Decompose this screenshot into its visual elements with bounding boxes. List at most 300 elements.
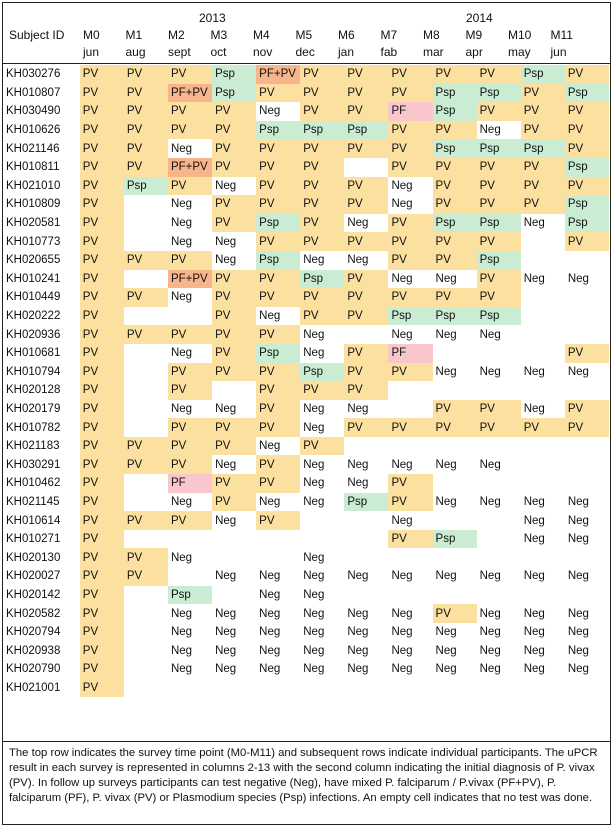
table-row <box>3 437 609 456</box>
result-cell: Neg <box>170 198 193 211</box>
result-cell: Psp <box>433 139 477 158</box>
result-cell <box>388 400 432 419</box>
result-cell: Neg <box>479 626 501 639</box>
month-code-m1: M1 <box>125 28 143 42</box>
result-cell: PV <box>256 474 300 493</box>
result-cell: PV <box>80 270 124 289</box>
result-cell <box>565 548 609 567</box>
result-cell <box>300 530 344 549</box>
result-cell <box>124 418 168 437</box>
result-cell: Neg <box>391 179 413 192</box>
result-cell <box>521 437 565 456</box>
result-cell <box>521 679 565 698</box>
result-cell <box>565 307 609 326</box>
result-cell: Psp <box>565 158 609 177</box>
result-cell: PV <box>565 177 609 196</box>
month-name-m8: mar <box>423 45 444 59</box>
result-cell: Neg <box>391 644 413 657</box>
result-cell <box>477 437 521 456</box>
result-cell: Neg <box>170 626 193 639</box>
result-cell: PV <box>256 158 300 177</box>
result-cell: PV <box>212 418 256 437</box>
table-row <box>3 325 609 344</box>
result-cell <box>124 381 168 400</box>
result-cell: Neg <box>435 644 457 657</box>
result-cell: PV <box>433 158 477 177</box>
result-cell <box>521 232 565 251</box>
month-name-m9: apr <box>465 45 483 59</box>
result-cell <box>565 679 609 698</box>
result-cell: Neg <box>523 402 545 415</box>
result-cell: PV <box>433 232 477 251</box>
result-cell: PV <box>565 232 609 251</box>
subject-id-cell: KH010811 <box>6 161 60 174</box>
table-row <box>3 474 609 493</box>
result-cell: Neg <box>215 402 237 415</box>
month-code-m9: M9 <box>465 28 483 42</box>
result-cell <box>521 325 565 344</box>
subject-id-header: Subject ID <box>9 28 65 42</box>
result-cell: Psp <box>433 530 477 549</box>
subject-id-cell: KH020936 <box>6 328 61 341</box>
result-cell: Neg <box>303 421 325 434</box>
result-cell <box>565 381 609 400</box>
result-cell: Neg <box>347 607 369 620</box>
result-cell: PV <box>80 604 124 623</box>
result-cell: PV <box>433 121 477 140</box>
table-row <box>3 604 609 623</box>
result-cell: PV <box>433 418 477 437</box>
result-cell: PV <box>80 84 124 103</box>
month-name-m0: jun <box>83 45 100 59</box>
result-cell: Neg <box>170 235 193 248</box>
result-cell: PV <box>168 102 212 121</box>
result-cell: PV <box>433 65 477 84</box>
subject-id-cell: KH010681 <box>6 347 61 360</box>
result-cell <box>477 530 521 549</box>
result-cell: Psp <box>124 177 168 196</box>
table-row <box>3 511 609 530</box>
result-cell: PV <box>388 251 432 270</box>
result-cell <box>433 586 477 605</box>
result-cell: Neg <box>215 570 237 583</box>
result-cell: Neg <box>523 663 545 676</box>
result-cell <box>477 474 521 493</box>
result-cell: PV <box>565 65 609 84</box>
result-cell: PV <box>477 158 521 177</box>
result-cell: Neg <box>170 495 193 508</box>
result-cell <box>124 400 168 419</box>
result-cell: Neg <box>347 402 369 415</box>
year-2014-label: 2014 <box>466 11 493 25</box>
result-cell: PV <box>344 344 388 363</box>
result-cell: PV <box>124 158 168 177</box>
result-cell: PV <box>256 418 300 437</box>
subject-id-cell: KH030291 <box>6 458 61 471</box>
result-cell <box>212 586 256 605</box>
table-row <box>3 493 609 512</box>
result-cell: Psp <box>565 195 609 214</box>
result-cell <box>565 474 609 493</box>
result-cell: PV <box>168 251 212 270</box>
result-cell <box>168 307 212 326</box>
subject-id-cell: KH030490 <box>6 105 61 118</box>
table-row <box>3 270 609 289</box>
result-cell: PV <box>124 102 168 121</box>
result-cell: PV <box>256 400 300 419</box>
result-cell: PV <box>80 121 124 140</box>
result-cell: PV <box>388 474 432 493</box>
result-cell: PV <box>300 214 344 233</box>
result-cell: Neg <box>479 663 501 676</box>
result-cell: PV <box>256 455 300 474</box>
result-cell: PV <box>80 251 124 270</box>
result-cell: Psp <box>565 214 609 233</box>
result-cell <box>433 548 477 567</box>
result-cell: Psp <box>433 307 477 326</box>
result-cell: Neg <box>303 570 325 583</box>
result-cell: PV <box>344 177 388 196</box>
result-cell: Neg <box>303 626 325 639</box>
result-cell: PV <box>124 65 168 84</box>
table-row <box>3 548 609 567</box>
result-cell <box>212 530 256 549</box>
result-cell: PV <box>388 121 432 140</box>
result-cell: Neg <box>523 533 545 546</box>
result-cell <box>477 344 521 363</box>
result-cell: PV <box>521 177 565 196</box>
result-cell: PV <box>168 418 212 437</box>
result-cell: Neg <box>391 198 413 211</box>
result-cell: Psp <box>256 121 300 140</box>
result-cell: Neg <box>259 644 281 657</box>
result-cell: Neg <box>479 365 501 378</box>
result-cell: PV <box>300 139 344 158</box>
result-cell: Neg <box>567 495 589 508</box>
result-cell: PV <box>80 344 124 363</box>
result-cell: Neg <box>567 514 589 527</box>
result-cell <box>477 381 521 400</box>
month-name-m1: aug <box>125 45 146 59</box>
result-cell: PV <box>168 511 212 530</box>
result-cell <box>433 511 477 530</box>
table-row <box>3 102 609 121</box>
result-cell: PV <box>565 418 609 437</box>
result-cell: Psp <box>477 251 521 270</box>
result-cell: PV <box>212 474 256 493</box>
result-cell: PV <box>212 102 256 121</box>
result-cell: Neg <box>479 124 501 137</box>
result-cell: Neg <box>170 142 193 155</box>
result-cell: PV <box>80 679 124 698</box>
result-cell: PV <box>124 548 168 567</box>
result-cell: Psp <box>477 84 521 103</box>
table-row <box>3 158 609 177</box>
result-cell <box>477 679 521 698</box>
result-cell <box>433 381 477 400</box>
result-cell: PV <box>80 177 124 196</box>
result-cell: PV <box>388 418 432 437</box>
result-cell: PV <box>300 84 344 103</box>
result-cell: PV <box>80 511 124 530</box>
result-cell: Neg <box>523 217 545 230</box>
result-cell <box>477 548 521 567</box>
result-cell: Neg <box>435 272 457 285</box>
result-cell: PV <box>344 65 388 84</box>
result-cell: PV <box>388 232 432 251</box>
result-cell: Psp <box>521 139 565 158</box>
result-cell: PF+PV <box>168 158 212 177</box>
result-cell: Neg <box>479 644 501 657</box>
result-cell: Psp <box>477 307 521 326</box>
result-cell: PV <box>168 437 212 456</box>
subject-id-cell: KH010462 <box>6 477 61 490</box>
table-row <box>3 363 609 382</box>
result-cell <box>124 195 168 214</box>
result-cell: PV <box>168 381 212 400</box>
subject-id-cell: KH010807 <box>6 86 61 99</box>
table-row <box>3 567 609 586</box>
result-cell <box>124 493 168 512</box>
result-cell: PV <box>388 493 432 512</box>
result-cell <box>521 548 565 567</box>
result-cell: Neg <box>303 551 325 564</box>
result-cell: Neg <box>303 607 325 620</box>
result-cell: Neg <box>215 514 237 527</box>
result-cell: PV <box>80 623 124 642</box>
result-cell: Neg <box>303 644 325 657</box>
month-code-m5: M5 <box>295 28 313 42</box>
result-cell <box>124 604 168 623</box>
result-cell: PV <box>124 325 168 344</box>
subject-id-cell: KH010809 <box>6 198 61 211</box>
result-cell: Neg <box>479 328 501 341</box>
result-cell: Neg <box>347 626 369 639</box>
result-cell: Psp <box>477 214 521 233</box>
result-cell: Neg <box>347 570 369 583</box>
result-cell: Neg <box>347 663 369 676</box>
result-cell <box>344 325 388 344</box>
result-cell: PV <box>300 65 344 84</box>
result-cell: PV <box>256 511 300 530</box>
subject-id-cell: KH020130 <box>6 551 61 564</box>
subject-id-cell: KH020582 <box>6 607 61 620</box>
table-row <box>3 139 609 158</box>
result-cell <box>124 270 168 289</box>
result-cell: PV <box>477 270 521 289</box>
result-cell: PV <box>300 288 344 307</box>
table-caption: The top row indicates the survey time point (M0-M11) and subsequent rows indicate individual participants. The uPCR result in each survey is represented in columns 2-13 with the second column indicating the initial diagnosis of P. vivax (PV). In follow up surveys participants can test negative (Neg), have mixed P. falciparum / P.vivax (PF+PV), P. falciparum (PF), P. vivax (PV) or Plasmodium species (Psp) infections. An empty cell indicates that no test was done. <box>9 747 598 804</box>
table-row <box>3 586 609 605</box>
table-row <box>3 344 609 363</box>
subject-id-cell: KH010794 <box>6 365 61 378</box>
result-cell: Neg <box>479 570 501 583</box>
header-divider <box>3 63 610 64</box>
result-cell: PF+PV <box>168 84 212 103</box>
result-cell: PV <box>124 511 168 530</box>
result-cell: Neg <box>303 663 325 676</box>
table-row <box>3 177 609 196</box>
result-cell: Neg <box>259 663 281 676</box>
result-cell: Neg <box>567 533 589 546</box>
result-cell: Neg <box>523 514 545 527</box>
result-cell: Neg <box>215 458 237 471</box>
month-code-m4: M4 <box>253 28 270 42</box>
result-cell: Neg <box>567 365 589 378</box>
result-cell <box>344 437 388 456</box>
result-cell <box>521 288 565 307</box>
result-cell: PV <box>477 288 521 307</box>
subject-id-cell: KH020794 <box>6 626 61 639</box>
result-cell: Neg <box>523 272 545 285</box>
result-cell: PV <box>388 530 432 549</box>
subject-id-cell: KH021145 <box>6 495 60 508</box>
month-code-m0: M0 <box>83 28 100 42</box>
result-cell: PV <box>344 195 388 214</box>
result-cell: PV <box>477 232 521 251</box>
result-cell: PV <box>80 65 124 84</box>
result-cell: Neg <box>303 402 325 415</box>
result-cell: PV <box>80 437 124 456</box>
result-cell: PV <box>256 84 300 103</box>
result-cell: Neg <box>215 254 237 267</box>
result-cell: Neg <box>259 310 281 323</box>
result-cell: PV <box>344 381 388 400</box>
result-cell: PV <box>80 418 124 437</box>
result-cell: PV <box>344 270 388 289</box>
result-cell: Neg <box>479 458 501 471</box>
result-cell: PV <box>168 363 212 382</box>
result-cell: Neg <box>435 328 457 341</box>
result-cell: PV <box>388 158 432 177</box>
result-cell <box>344 511 388 530</box>
subject-id-cell: KH020222 <box>6 310 61 323</box>
result-cell: PV <box>212 363 256 382</box>
result-cell: Neg <box>303 458 325 471</box>
result-cell: PV <box>80 102 124 121</box>
result-cell: Neg <box>567 663 589 676</box>
result-cell <box>433 344 477 363</box>
subject-id-cell: KH010241 <box>6 272 61 285</box>
result-cell: PV <box>433 195 477 214</box>
subject-id-cell: KH010782 <box>6 421 61 434</box>
table-row <box>3 381 609 400</box>
result-cell <box>300 679 344 698</box>
result-cell: PV <box>433 177 477 196</box>
result-cell: Neg <box>259 588 281 601</box>
result-cell <box>344 679 388 698</box>
table-row <box>3 641 609 660</box>
result-cell <box>565 325 609 344</box>
month-name-m4: nov <box>253 45 273 59</box>
result-cell: Neg <box>391 663 413 676</box>
result-cell: PV <box>80 232 124 251</box>
result-cell: PV <box>212 214 256 233</box>
result-cell <box>388 437 432 456</box>
subject-id-cell: KH020128 <box>6 384 61 397</box>
result-cell: Neg <box>303 477 325 490</box>
result-cell <box>433 474 477 493</box>
result-cell: PV <box>124 121 168 140</box>
result-cell: PV <box>212 288 256 307</box>
result-cell: PV <box>256 325 300 344</box>
result-cell <box>124 344 168 363</box>
result-cell: Neg <box>170 607 193 620</box>
result-cell <box>124 586 168 605</box>
result-cell <box>521 251 565 270</box>
result-cell: PV <box>212 493 256 512</box>
result-cell <box>521 307 565 326</box>
result-cell <box>124 641 168 660</box>
table-row <box>3 65 609 84</box>
result-cell: PV <box>565 102 609 121</box>
result-cell <box>521 344 565 363</box>
result-cell <box>256 679 300 698</box>
subject-id-cell: KH021001 <box>6 681 61 694</box>
table-row <box>3 660 609 679</box>
result-cell: PV <box>80 288 124 307</box>
result-cell <box>124 530 168 549</box>
result-cell: PV <box>256 195 300 214</box>
month-code-m11: M11 <box>550 28 573 42</box>
month-code-m3: M3 <box>210 28 228 42</box>
result-cell: Neg <box>391 514 413 527</box>
result-cell: Neg <box>347 254 369 267</box>
table-row <box>3 84 609 103</box>
result-cell: Psp <box>300 363 344 382</box>
result-cell: PV <box>433 251 477 270</box>
table-row <box>3 418 609 437</box>
result-cell: PV <box>388 65 432 84</box>
result-cell <box>124 623 168 642</box>
result-cell: PF <box>168 474 212 493</box>
result-cell: Neg <box>435 365 457 378</box>
result-cell: Neg <box>303 254 325 267</box>
subject-id-cell: KH020938 <box>6 644 61 657</box>
result-cell <box>256 548 300 567</box>
result-cell: PV <box>212 121 256 140</box>
result-cell <box>344 548 388 567</box>
result-cell: Neg <box>303 495 325 508</box>
subject-id-cell: KH010773 <box>6 235 61 248</box>
result-cell: PV <box>80 474 124 493</box>
result-cell: Neg <box>170 402 193 415</box>
result-cell <box>212 548 256 567</box>
result-cell: PV <box>256 139 300 158</box>
result-cell: Neg <box>347 477 369 490</box>
table-row <box>3 623 609 642</box>
subject-id-cell: KH030276 <box>6 68 61 81</box>
result-cell: PV <box>80 325 124 344</box>
result-cell: PV <box>300 177 344 196</box>
result-cell: PV <box>521 195 565 214</box>
result-cell: PV <box>344 232 388 251</box>
month-code-m2: M2 <box>168 28 185 42</box>
month-name-m11: jun <box>550 45 567 59</box>
result-cell: PV <box>168 177 212 196</box>
result-cell: Psp <box>388 307 432 326</box>
result-cell <box>565 437 609 456</box>
subject-id-cell: KH021146 <box>6 142 60 155</box>
result-cell: PV <box>212 139 256 158</box>
subject-id-cell: KH010271 <box>6 533 61 546</box>
result-cell: PV <box>80 400 124 419</box>
result-cell: Neg <box>435 495 457 508</box>
result-cell: PV <box>212 325 256 344</box>
result-cell: PV <box>256 288 300 307</box>
result-cell: PV <box>300 381 344 400</box>
table-row <box>3 195 609 214</box>
